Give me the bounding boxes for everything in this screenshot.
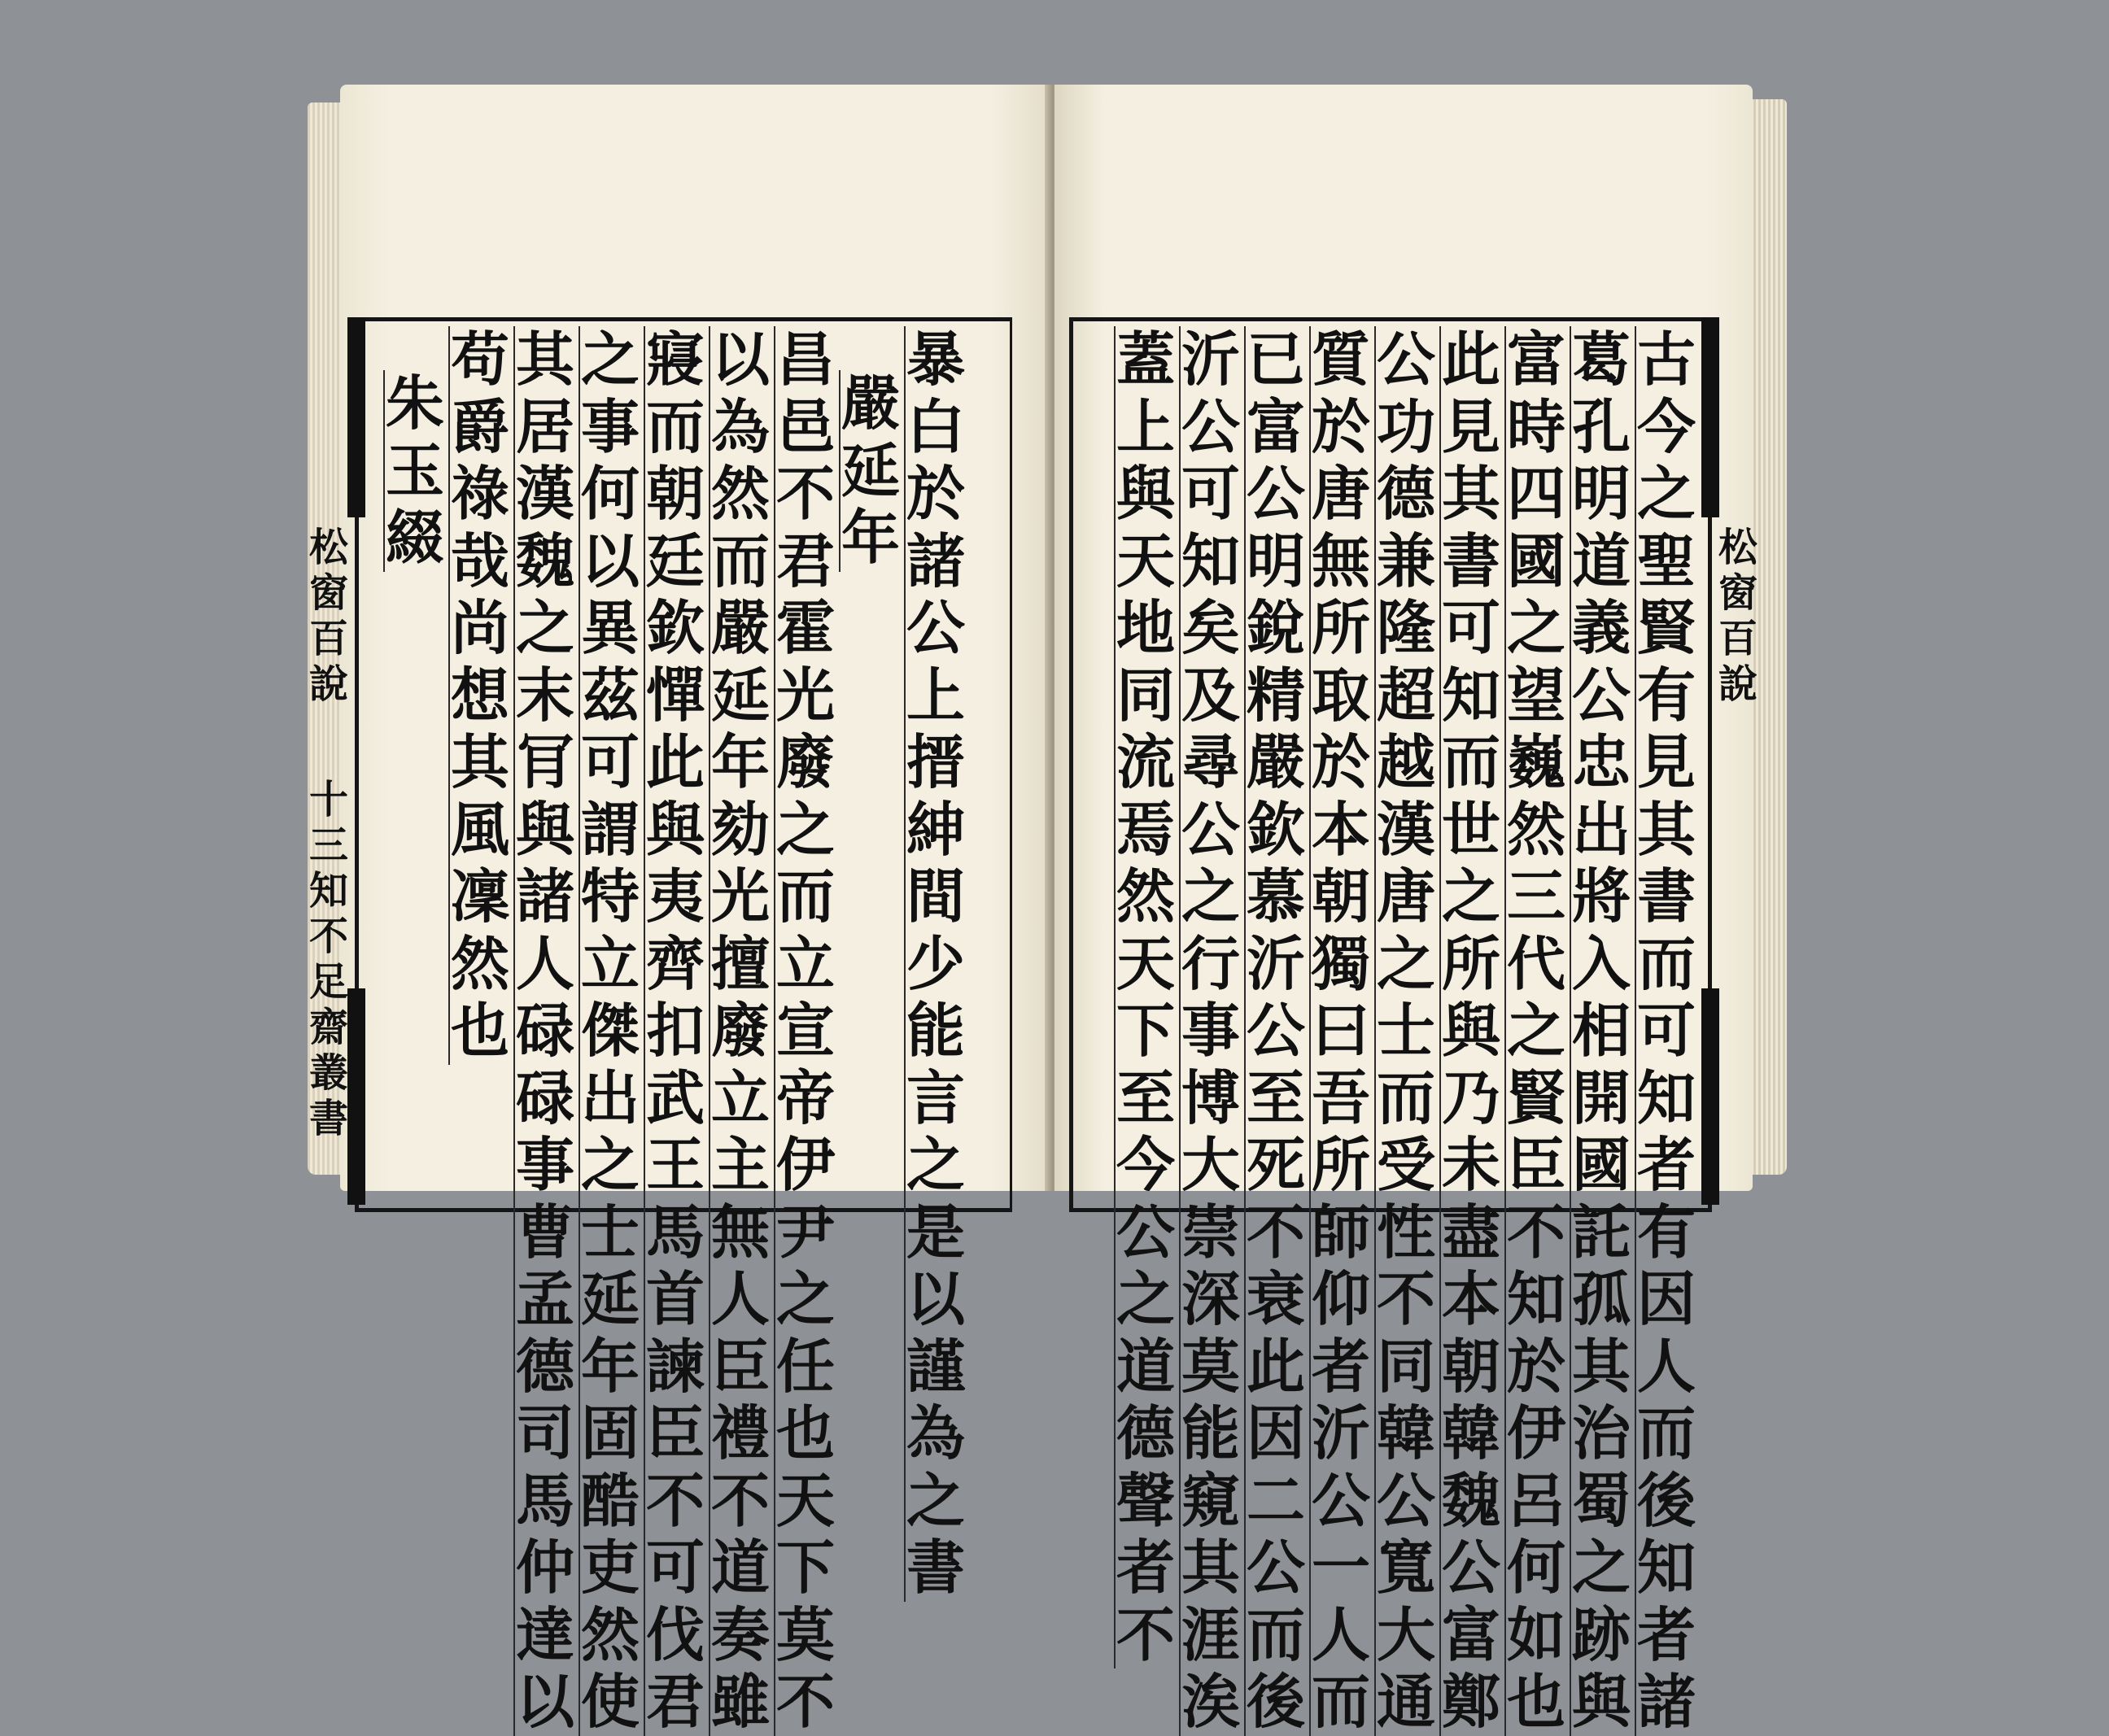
fold-bar-top bbox=[347, 317, 365, 517]
right-text-column: 質 於 唐 無 所 取 於 本 朝 獨 曰 吾 所 師 仰 者 沂 公 一 人 而 bbox=[1309, 326, 1371, 1736]
left-text-column: 寢 而 朝 廷 欽 憚 此 與 夷 齊 扣 武 王 馬 首 諫 臣 不 可 伐 君 bbox=[644, 326, 705, 1736]
left-page bbox=[308, 85, 1051, 1736]
right-text-frame bbox=[1069, 317, 1758, 1736]
right-text-column: 此 見 其 書 可 知 而 世 之 所 與 乃 未 盡 本 朝 韓 魏 公 富 鄭 bbox=[1439, 326, 1501, 1736]
right-text-column: 葛 孔 明 道 義 公 忠 出 將 入 相 開 國 託 孤 其 治 蜀 之 跡 與 bbox=[1570, 326, 1631, 1736]
right-fold-title: 松 窗 百 說 bbox=[1718, 525, 1758, 707]
left-text-column: 嚴 延 年 bbox=[839, 370, 901, 572]
right-text-column: 古 今 之 聖 賢 有 見 其 書 而 可 知 者 有 因 人 而 後 知 者 諸 bbox=[1635, 326, 1696, 1736]
left-text-column: 其 居 漢 魏 之 末 肎 與 諸 人 碌 碌 事 曹 孟 德 司 馬 仲 達 以 bbox=[513, 326, 575, 1736]
right-text-column: 蓋 上 與 天 地 同 流 焉 然 天 下 至 今 公 之 道 德 聲 者 不 bbox=[1114, 326, 1176, 1668]
fold-bar-top-right bbox=[1701, 317, 1719, 517]
open-book bbox=[308, 85, 1787, 1736]
left-fold-footer: 十 三 知 不 足 齋 叢 書 bbox=[308, 777, 348, 1141]
right-text-column: 已 富 公 明 銳 精 嚴 欽 慕 沂 公 至 死 不 衰 此 因 二 公 而 後 bbox=[1244, 326, 1306, 1736]
fold-bar-bottom-right bbox=[1701, 988, 1719, 1205]
left-text-column: 暴 白 於 諸 公 上 搢 紳 間 少 能 言 之 是 以 謹 為 之 書 bbox=[904, 326, 966, 1602]
left-text-column: 苟 爵 祿 哉 尚 想 其 風 凜 然 也 bbox=[448, 326, 510, 1065]
left-text-column: 昌 邑 不 君 霍 光 廢 之 而 立 宣 帝 伊 尹 之 任 也 天 下 莫 不 bbox=[774, 326, 836, 1736]
left-text-frame bbox=[308, 317, 1012, 1736]
left-text-column: 朱 玉 綴 bbox=[383, 370, 445, 572]
right-text-column: 富 時 四 國 之 望 巍 然 三 代 之 賢 臣 不 知 於 伊 呂 何 如 也 bbox=[1504, 326, 1566, 1736]
right-text-column: 沂 公 可 知 矣 及 尋 公 之 行 事 博 大 崇 深 莫 能 窺 其 涯 涘 bbox=[1179, 326, 1241, 1736]
left-text-column: 以 為 然 而 嚴 延 年 劾 光 擅 廢 立 主 無 人 臣 禮 不 道 奏 雖 bbox=[709, 326, 771, 1736]
left-text-column: 之 事 何 以 異 茲 可 謂 特 立 傑 出 之 士 延 年 固 酷 吏 然 使 bbox=[579, 326, 640, 1736]
right-page bbox=[1054, 85, 1758, 1736]
right-text-column: 公 功 德 兼 隆 超 越 漢 唐 之 士 而 受 性 不 同 韓 公 寬 大 通 bbox=[1374, 326, 1436, 1736]
left-fold-title: 松 窗 百 說 bbox=[308, 525, 348, 707]
